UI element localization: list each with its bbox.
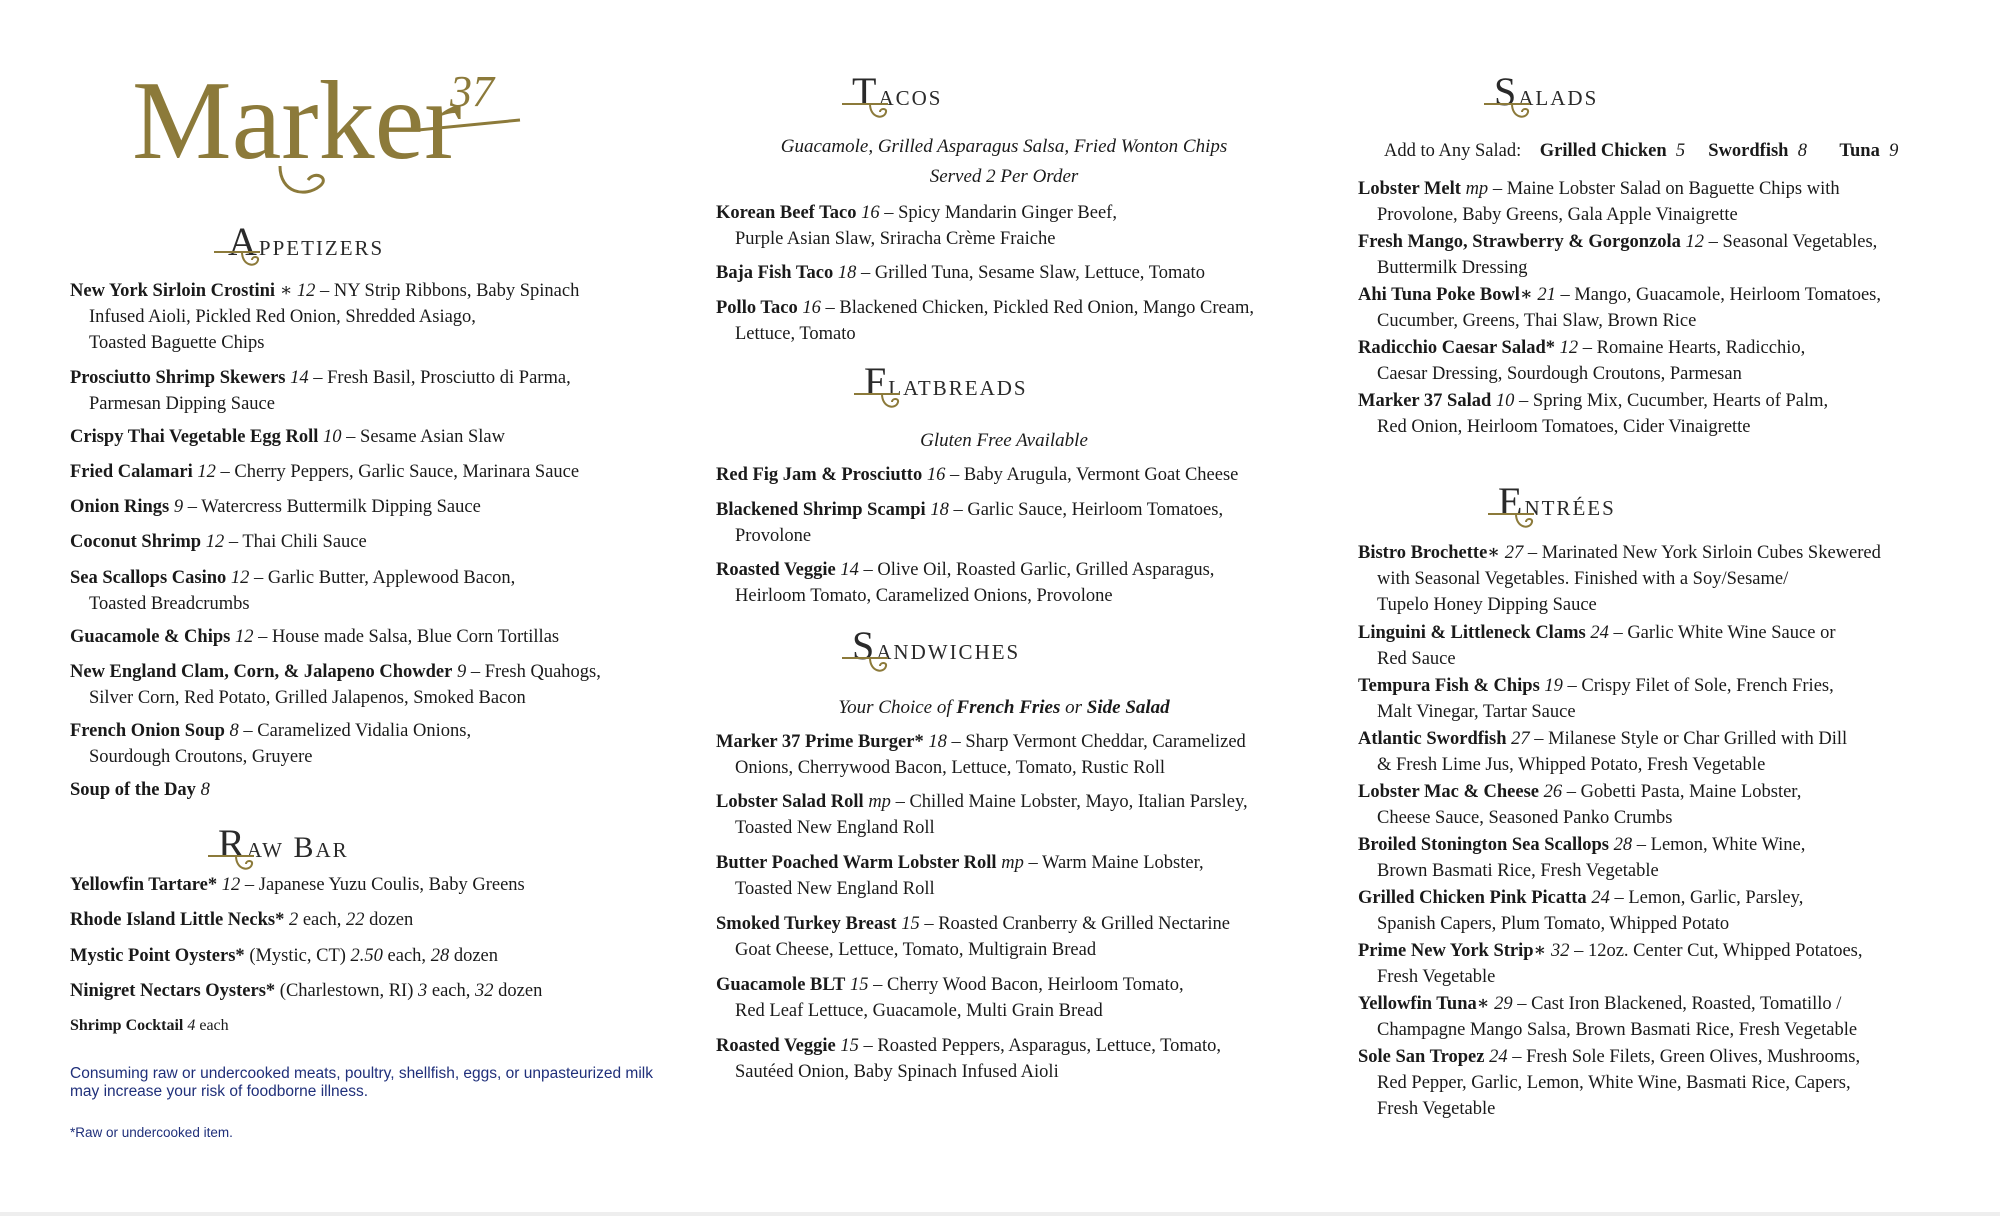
item-price: 16 [926,465,946,485]
item-description: – Roasted Peppers, Asparagus, Lettuce, Tomato, [858,1036,1221,1056]
item-name: New York Sirloin Crostini [70,281,276,301]
logo-number: 37 [450,67,494,116]
item-name: Lobster Mac & Cheese [1358,782,1540,802]
sandwiches-note: Your Choice of French Fries or Side Salad [838,697,1170,718]
item-price: 12 [205,532,225,552]
item-description: dozen [449,946,498,966]
item-name: Baja Fish Taco [716,263,834,283]
menu-item [716,497,1356,549]
item-price: 27 [1504,543,1524,563]
item-description: – Olive Oil, Roasted Garlic, Grilled Asparagus, [858,560,1215,580]
menu-item [1358,620,1998,672]
item-price: 21 [1537,285,1556,305]
item-name: Guacamole & Chips [70,627,231,647]
item-name: Marker 37 Salad [1358,391,1492,411]
item-price: 8 [229,721,239,741]
item-description: dozen [364,910,414,930]
item-price: 12 [234,627,254,647]
menu-item [70,278,710,356]
item-price: 18 [837,263,857,283]
menu-item [70,777,710,803]
item-description-continued: & Fresh Lime Jus, Whipped Potato, Fresh Vegetable [1377,755,1766,775]
appetizers-heading: Appetizers [228,219,385,264]
item-description-continued: Heirloom Tomato, Caramelized Onions, Provolone [735,586,1113,606]
foodborne-illness-disclaimer: Consuming raw or undercooked meats, poultry, shellfish, eggs, or unpasteurized milk may increase your risk of foodborne illness. [70,1065,653,1100]
addon-name: Grilled Chicken [1539,141,1667,161]
menu-item [716,972,1356,1024]
item-price: 12 [1685,232,1704,252]
menu-item [716,260,1356,286]
item-description-continued: Brown Basmati Rice, Fresh Vegetable [1377,861,1659,881]
item-description: – 12oz. Center Cut, Whipped Potatoes, [1569,941,1863,961]
item-price: 14 [290,368,309,388]
tacos-note: Guacamole, Grilled Asparagus Salsa, Fried Wonton Chips [780,136,1228,157]
item-name: Mystic Point Oysters* [70,946,245,966]
item-price: 29 [1494,994,1513,1014]
item-price: 18 [928,732,947,752]
item-name: Yellowfin Tartare* [70,875,218,895]
item-description-continued: Buttermilk Dressing [1377,258,1528,278]
item-name: Butter Poached Warm Lobster Roll [716,853,997,873]
item-name: Lobster Melt [1358,179,1461,199]
menu-item [1358,991,1998,1043]
addons-label: Add to Any Salad: [1384,141,1522,161]
item-description: each [195,1017,229,1034]
sandwiches-heading: Sandwiches [852,623,1021,668]
item-description: – Maine Lobster Salad on Baguette Chips with [1488,179,1840,199]
menu-item [1358,388,1998,440]
item-name: Roasted Veggie [716,1036,836,1056]
menu-item [70,718,710,770]
item-description-continued: Toasted Breadcrumbs [89,594,250,614]
menu-item [716,462,1356,488]
item-price: 10 [323,427,342,447]
item-name: Guacamole BLT [716,975,846,995]
item-description: – Roasted Cranberry & Grilled Nectarine [919,914,1231,934]
menu-item [1358,673,1998,725]
item-name: Radicchio Caesar Salad* [1358,338,1556,358]
item-origin: (Charlestown, RI) [275,981,418,1001]
menu-item [1358,938,1998,990]
item-description: – Fresh Basil, Prosciutto di Parma, [308,368,571,388]
item-name: Sole San Tropez [1358,1047,1485,1067]
item-description: – Gobetti Pasta, Maine Lobster, [1562,782,1802,802]
item-price: 8 [200,780,210,800]
tacos-serving-note: Served 2 Per Order [929,166,1079,187]
item-price: 4 [187,1017,196,1034]
item-name: Bistro Brochette∗ [1358,543,1501,563]
item-price: 10 [1495,391,1515,411]
menu-item [70,1013,710,1039]
item-price: mp [868,792,891,812]
item-price: 24 [1590,623,1609,643]
menu-item [70,943,710,969]
item-description: – Sharp Vermont Cheddar, Caramelized [946,732,1246,752]
item-name: French Onion Soup [70,721,225,741]
item-description: – Thai Chili Sauce [224,532,367,552]
item-price: 12 [1559,338,1579,358]
menu-item [1358,229,1998,281]
item-description: each, [382,946,431,966]
item-description-continued: Goat Cheese, Lettuce, Tomato, Multigrain Bread [735,940,1097,960]
item-description-continued: Tupelo Honey Dipping Sauce [1377,595,1597,615]
salads-heading: Salads [1494,69,1599,114]
menu-item [70,494,710,520]
item-description-continued: Sourdough Croutons, Gruyere [89,747,313,767]
item-name: Broiled Stonington Sea Scallops [1358,835,1610,855]
item-name: Fried Calamari [70,462,193,482]
item-name: Coconut Shrimp [70,532,202,552]
item-description-continued: Red Pepper, Garlic, Lemon, White Wine, Basmati Rice, Capers, [1377,1073,1851,1093]
item-name: Atlantic Swordfish [1358,729,1507,749]
item-description-continued: Onions, Cherrywood Bacon, Lettuce, Tomato, Rustic Roll [735,758,1165,778]
item-name: Tempura Fish & Chips [1358,676,1540,696]
item-price: 26 [1543,782,1563,802]
item-name: Soup of the Day [70,780,196,800]
item-description-continued: Provolone [735,526,812,546]
item-price: 15 [901,914,920,934]
item-description: dozen [493,981,543,1001]
item-description: – Cherry Peppers, Garlic Sauce, Marinara Sauce [215,462,580,482]
item-description: – NY Strip Ribbons, Baby Spinach [315,281,580,301]
item-name: Smoked Turkey Breast [716,914,897,934]
item-price: 28 [430,946,450,966]
item-description: – Cherry Wood Bacon, Heirloom Tomato, [868,975,1184,995]
item-description: – Garlic Butter, Applewood Bacon, [249,568,516,588]
item-description: – Grilled Tuna, Sesame Slaw, Lettuce, Tomato [856,263,1205,283]
item-name: Fresh Mango, Strawberry & Gorgonzola [1358,232,1681,252]
item-price: 2.50 [350,946,383,966]
item-description-continued: Red Onion, Heirloom Tomatoes, Cider Vinaigrette [1377,417,1751,437]
item-description: – Baby Arugula, Vermont Goat Cheese [945,465,1239,485]
item-description-continued: Fresh Vegetable [1377,967,1496,987]
raw-bar-heading: Raw Bar [218,821,349,866]
item-price: mp [1001,853,1024,873]
item-description-continued: Champagne Mango Salsa, Brown Basmati Rice, Fresh Vegetable [1377,1020,1858,1040]
item-description: – House made Salsa, Blue Corn Tortillas [253,627,560,647]
item-name: Onion Rings [70,497,170,517]
item-description: – Spicy Mandarin Ginger Beef, [879,203,1117,223]
menu-item [70,565,710,617]
menu-item [716,729,1356,781]
item-description: – Marinated New York Sirloin Cubes Skewered [1523,543,1881,563]
item-description-continued: Malt Vinegar, Tartar Sauce [1377,702,1576,722]
item-description: – Japanese Yuzu Coulis, Baby Greens [240,875,525,895]
item-description: – Warm Maine Lobster, [1023,853,1204,873]
item-description-continued: Toasted Baguette Chips [89,333,265,353]
heading-swash-icon [840,654,900,678]
item-name: Red Fig Jam & Prosciutto [716,465,923,485]
item-name: Ahi Tuna Poke Bowl∗ [1358,285,1533,305]
heading-swash-icon [1482,100,1542,124]
menu-item [1358,282,1998,334]
item-description: – Watercress Buttermilk Dipping Sauce [183,497,481,517]
menu-item [70,624,710,650]
item-description: – Mango, Guacamole, Heirloom Tomatoes, [1555,285,1881,305]
page-bottom-rule [0,1212,2000,1216]
menu-item [70,907,710,933]
item-name: Marker 37 Prime Burger* [716,732,924,752]
item-description: – Blackened Chicken, Pickled Red Onion, Mango Cream, [820,298,1254,318]
menu-item [70,459,710,485]
item-description-continued: Cucumber, Greens, Thai Slaw, Brown Rice [1377,311,1697,331]
item-price: 12 [221,875,241,895]
addon-price: 9 [1889,141,1899,161]
item-description: – Spring Mix, Cucumber, Hearts of Palm, [1514,391,1829,411]
item-price: mp [1465,179,1489,199]
item-name: Sea Scallops Casino [70,568,227,588]
item-description-continued: Red Leaf Lettuce, Guacamole, Multi Grain Bread [735,1001,1103,1021]
menu-item [1358,885,1998,937]
item-description-continued: Toasted New England Roll [735,818,935,838]
menu-item [1358,832,1998,884]
item-description: – Lemon, Garlic, Parsley, [1609,888,1804,908]
heading-swash-icon [852,390,912,414]
item-price: 2 [288,910,299,930]
item-name: Lobster Salad Roll [716,792,864,812]
item-name: Pollo Taco [716,298,798,318]
item-price: 28 [1613,835,1633,855]
item-description-continued: Fresh Vegetable [1377,1099,1496,1119]
menu-item [1358,176,1998,228]
item-description: – Caramelized Vidalia Onions, [238,721,472,741]
item-price: 12 [230,568,250,588]
item-name: Prime New York Strip∗ [1358,941,1547,961]
item-price: 16 [861,203,880,223]
menu-item [716,295,1356,347]
salad-addons [1384,141,1898,162]
item-description-continued: Sautéed Onion, Baby Spinach Infused Aioli [735,1062,1059,1082]
item-name: Crispy Thai Vegetable Egg Roll [70,427,319,447]
item-price: 19 [1544,676,1563,696]
item-price: 3 [418,981,428,1001]
item-description-continued: Cheese Sauce, Seasoned Panko Crumbs [1377,808,1673,828]
item-price: 15 [849,975,869,995]
menu-item [70,659,710,711]
item-origin: (Mystic, CT) [244,946,351,966]
item-price: 16 [802,298,821,318]
item-description-continued: Caesar Dressing, Sourdough Croutons, Parmesan [1377,364,1742,384]
item-description-continued: Parmesan Dipping Sauce [89,394,275,414]
flatbreads-heading: Flatbreads [864,359,1028,404]
item-description: – Garlic Sauce, Heirloom Tomatoes, [948,500,1224,520]
item-description-continued: Lettuce, Tomato [735,324,856,344]
addon-name: Tuna [1839,141,1880,161]
item-description: – Romaine Hearts, Radicchio, [1578,338,1806,358]
entrees-heading: Entrées [1498,479,1616,524]
tacos-heading: Tacos [852,69,943,114]
item-description: – Milanese Style or Char Grilled with Dill [1529,729,1848,749]
menu-item [70,424,710,450]
item-description: – Sesame Asian Slaw [341,427,505,447]
heading-swash-icon [840,100,900,124]
heading-swash-icon [212,248,272,272]
item-description-continued: Toasted New England Roll [735,879,935,899]
item-price: 15 [840,1036,859,1056]
item-price: 27 [1511,729,1530,749]
item-price: 12 [197,462,216,482]
menu-item [716,557,1356,609]
menu-item [1358,779,1998,831]
item-price: 9 [173,497,184,517]
item-name: Yellowfin Tuna∗ [1358,994,1490,1014]
logo-word: Marker [132,59,462,183]
menu-item [70,978,710,1004]
item-description: – Lemon, White Wine, [1632,835,1806,855]
item-name: Blackened Shrimp Scampi [716,500,926,520]
menu-item [716,850,1356,902]
item-price: 18 [930,500,949,520]
item-name: Rhode Island Little Necks* [70,910,285,930]
menu-item [1358,540,1998,618]
item-price: 22 [345,910,365,930]
item-name: Grilled Chicken Pink Picatta [1358,888,1587,908]
item-price: 24 [1489,1047,1508,1067]
item-description: each, [298,910,346,930]
item-price: 24 [1591,888,1610,908]
item-price: 9 [456,662,467,682]
item-name: New England Clam, Corn, & Jalapeno Chowder [70,662,453,682]
item-description-continued: with Seasonal Vegetables. Finished with a Soy/Sesame/ [1377,569,1789,589]
addon-price: 8 [1797,141,1807,161]
menu-item [1358,335,1998,387]
item-description-continued: Provolone, Baby Greens, Gala Apple Vinaigrette [1377,205,1738,225]
heading-swash-icon [1486,510,1546,534]
item-description-continued: Red Sauce [1377,649,1456,669]
addon-name: Swordfish [1708,141,1789,161]
item-name: Ninigret Nectars Oysters* [70,981,276,1001]
item-description: each, [427,981,476,1001]
item-description: – Garlic White Wine Sauce or [1608,623,1836,643]
menu-item [1358,726,1998,778]
flatbreads-note: Gluten Free Available [920,430,1088,451]
item-description-continued: Purple Asian Slaw, Sriracha Crème Fraiche [735,229,1056,249]
menu-item [70,872,710,898]
item-name: Roasted Veggie [716,560,836,580]
item-description: – Cast Iron Blackened, Roasted, Tomatillo / [1512,994,1842,1014]
item-raw-mark: ∗ [275,281,297,301]
item-description-continued: Spanish Capers, Plum Tomato, Whipped Potato [1377,914,1730,934]
item-description: – Fresh Sole Filets, Green Olives, Mushrooms, [1507,1047,1861,1067]
marker-37-logo [130,58,550,208]
item-price: 12 [296,281,316,301]
menu-item [716,789,1356,841]
raw-item-footnote: *Raw or undercooked item. [70,1125,233,1140]
menu-item [70,529,710,555]
item-description: – Seasonal Vegetables, [1703,232,1878,252]
menu-item [70,365,710,417]
menu-item [716,911,1356,963]
item-description-continued: Infused Aioli, Pickled Red Onion, Shredded Asiago, [89,307,476,327]
item-name: Shrimp Cocktail [70,1017,184,1034]
item-price: 14 [840,560,859,580]
menu-item [716,200,1356,252]
item-description: – Crispy Filet of Sole, French Fries, [1562,676,1834,696]
menu-item [1358,1044,1998,1122]
addon-price: 5 [1675,141,1686,161]
item-name: Korean Beef Taco [716,203,857,223]
menu-item [716,1033,1356,1085]
item-price: 32 [475,981,494,1001]
logo-swash-icon [130,58,550,208]
item-name: Prosciutto Shrimp Skewers [70,368,286,388]
item-description: – Chilled Maine Lobster, Mayo, Italian Parsley, [890,792,1248,812]
item-description: – Fresh Quahogs, [466,662,601,682]
item-price: 32 [1550,941,1570,961]
item-description-continued: Silver Corn, Red Potato, Grilled Jalapenos, Smoked Bacon [89,688,526,708]
item-name: Linguini & Littleneck Clams [1358,623,1586,643]
